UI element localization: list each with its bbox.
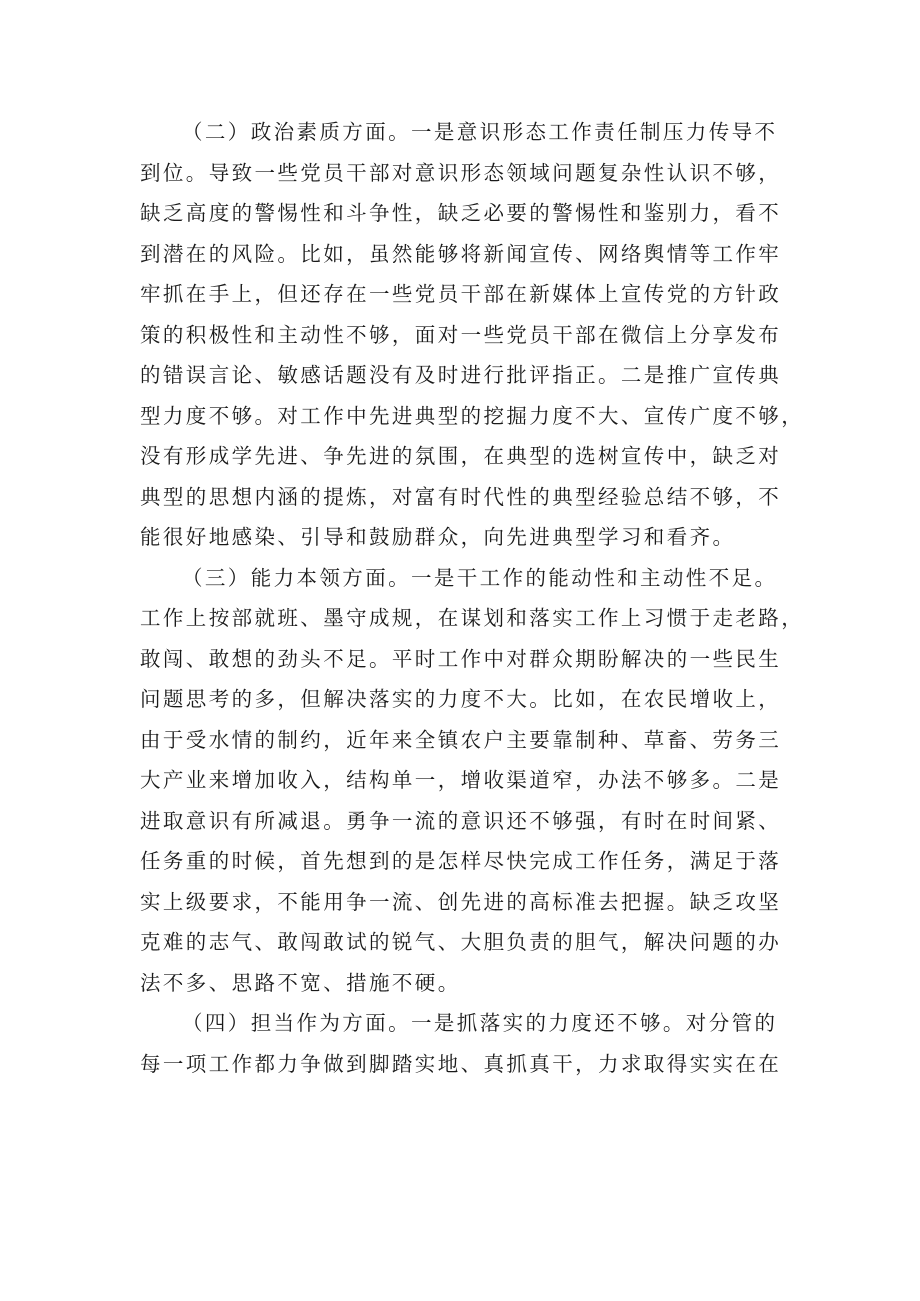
text-line: 由于受水情的制约，近年来全镇农户主要靠制种、草畜、劳务三 xyxy=(140,727,782,752)
text-line: 能很好地感染、引导和鼓励群众，向先进典型学习和看齐。 xyxy=(140,525,736,549)
text-line: 实上级要求，不能用争一流、创先进的高标准去把握。缺乏攻坚 xyxy=(140,889,782,914)
text-line: （四）担当作为方面。一是抓落实的力度还不够。对分管的 xyxy=(182,1011,778,1035)
text-line: 典型的思想内涵的提炼，对富有时代性的典型经验总结不够，不 xyxy=(140,484,782,509)
text-line: （二）政治素质方面。一是意识形态工作责任制压力传导不 xyxy=(182,120,778,144)
text-line: 进取意识有所减退。勇争一流的意识还不够强，有时在时间紧、 xyxy=(140,808,782,833)
document-body xyxy=(140,112,805,1084)
text-line: 工作上按部就班、墨守成规，在谋划和落实工作上习惯于走老路， xyxy=(140,606,805,630)
text-line: 法不多、思路不宽、措施不硬。 xyxy=(140,970,461,995)
text-line: 问题思考的多，但解决落实的力度不大。比如，在农民增收上， xyxy=(140,687,782,711)
text-line: 没有形成学先进、争先进的氛围，在典型的选树宣传中，缺乏对 xyxy=(140,444,782,468)
text-line: 任务重的时候，首先想到的是怎样尽快完成工作任务，满足于落 xyxy=(140,849,782,873)
text-line: 到潜在的风险。比如，虽然能够将新闻宣传、网络舆情等工作牢 xyxy=(140,241,782,266)
text-line: 缺乏高度的警惕性和斗争性，缺乏必要的警惕性和鉴别力，看不 xyxy=(140,201,782,225)
paragraph-political-quality xyxy=(140,112,805,558)
text-line: 的错误言论、敏感话题没有及时进行批评指正。二是推广宣传典 xyxy=(140,363,782,387)
text-line: 克难的志气、敢闯敢试的锐气、大胆负责的胆气，解决问题的办 xyxy=(140,930,782,954)
text-line: （三）能力本领方面。一是干工作的能动性和主动性不足。 xyxy=(182,565,778,590)
paragraph-responsibility xyxy=(140,1003,800,1084)
text-line: 敢闯、敢想的劲头不足。平时工作中对群众期盼解决的一些民生 xyxy=(140,646,782,671)
text-line: 每一项工作都力争做到脚踏实地、真抓真干，力求取得实实在在 xyxy=(140,1051,782,1076)
text-line: 策的积极性和主动性不够，面对一些党员干部在微信上分享发布 xyxy=(140,322,782,347)
paragraph-ability xyxy=(140,558,805,1004)
text-line: 到位。导致一些党员干部对意识形态领域问题复杂性认识不够， xyxy=(140,160,782,185)
text-line: 大产业来增加收入，结构单一，增收渠道窄，办法不够多。二是 xyxy=(140,768,782,792)
text-line: 牢抓在手上，但还存在一些党员干部在新媒体上宣传党的方针政 xyxy=(140,282,782,306)
text-line: 型力度不够。对工作中先进典型的挖掘力度不大、宣传广度不够， xyxy=(140,403,805,428)
